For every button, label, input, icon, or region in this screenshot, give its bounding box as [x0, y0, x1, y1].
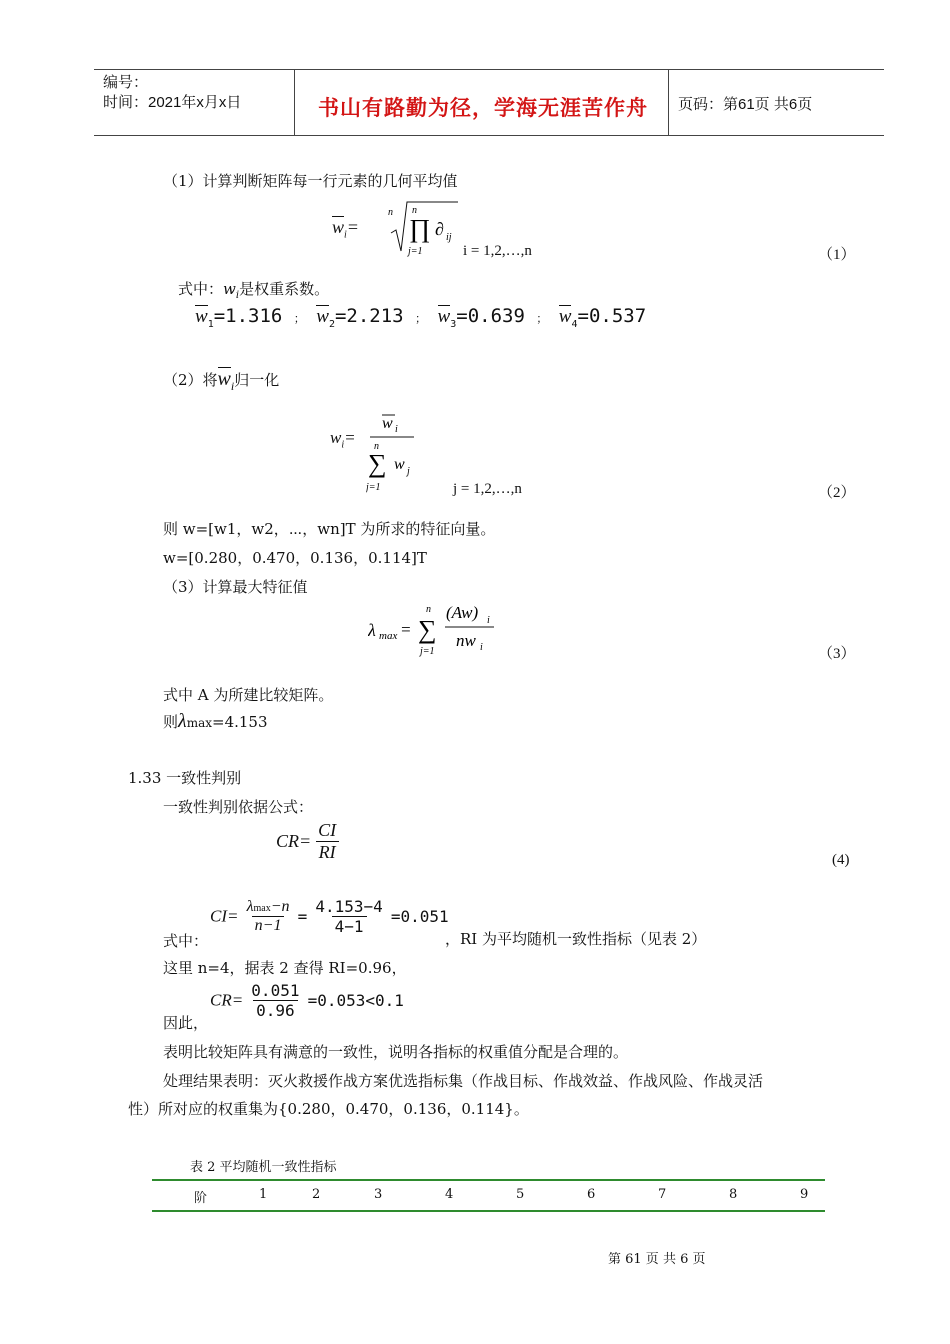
table-header-cell: 6 — [587, 1187, 596, 1202]
step2-title: （2）将$w_i$归一化 — [163, 368, 280, 393]
table-header-cell: 2 — [312, 1187, 321, 1202]
equation-2-number: （2） — [818, 485, 856, 501]
svg-text:(Aw): (Aw) — [446, 603, 479, 622]
svg-text:i: i — [395, 424, 398, 435]
table-header-cell: 8 — [729, 1187, 738, 1202]
header-motto: 书山有路勤为径，学海无涯苦作舟 — [318, 97, 648, 120]
table-header-cell: 7 — [658, 1187, 667, 1202]
equation-3-where: 式中 A 为所建比较矩阵。 — [163, 686, 334, 704]
lambda-max-result: 则λmax=4.153 — [163, 710, 268, 732]
table-header-cell: 3 — [374, 1187, 383, 1202]
w-values-line: $w_1=1.316$ ； $w_2=2.213$ ； $w_3=0.639$ ； $w_4=0.537$ — [195, 305, 647, 330]
equation-2-range: j = 1,2,…,n — [453, 481, 522, 497]
ci-label: 式中： — [163, 932, 209, 950]
cr-label: 因此， — [163, 1014, 209, 1032]
equation-3 — [368, 598, 508, 660]
svg-text:j: j — [407, 466, 410, 477]
svg-text:j=1: j=1 — [366, 482, 381, 493]
equation-2: $w_i=$ w i n ∑ w j j=1 — [330, 410, 440, 500]
ci-formula: CI= $\frac{\lambda\max-n}{n-1}$ = $\frac{4.153-4}{4-1}$ =0.051 — [210, 897, 449, 936]
svg-text:n: n — [426, 604, 431, 615]
svg-text:nw: nw — [456, 631, 476, 650]
svg-text:i: i — [487, 615, 490, 626]
n-value-line: 这里 n=4，据表 2 查得 RI=0.96， — [163, 959, 407, 977]
table-bottom-rule — [152, 1210, 825, 1212]
equation-4: CR= $\frac{CI}{RI}$ — [276, 820, 339, 863]
header-divider-left — [294, 69, 295, 135]
svg-text:j=1: j=1 — [408, 246, 423, 257]
section-title: 1.33 一致性判别 — [128, 769, 242, 787]
svg-text:n: n — [388, 207, 393, 218]
svg-text:∑: ∑ — [368, 449, 387, 478]
conclusion-2-line-2: 性）所对应的权重集为{0.280，0.470，0.136，0.114}。 — [128, 1100, 529, 1118]
svg-text:λ: λ — [368, 620, 376, 640]
svg-text:=: = — [400, 620, 412, 639]
svg-text:n: n — [412, 205, 417, 216]
equation-4-number: (4) — [832, 852, 850, 868]
step3-title: （3）计算最大特征值 — [163, 578, 308, 596]
conclusion-2-line-1: 处理结果表明：灭火救援作战方案优选指标集（作战目标、作战效益、作战风险、作战灵活 — [163, 1072, 764, 1090]
eigenvector-line: 则 w=[w1，w2，⋯，wn]T 为所求的特征向量。 — [163, 520, 496, 538]
table-header-cell: 1 — [259, 1187, 268, 1202]
svg-text:∂: ∂ — [435, 219, 444, 239]
svg-text:w: w — [394, 456, 405, 473]
step1-title: （1）计算判断矩阵每一行元素的几何平均值 — [163, 172, 458, 190]
equation-1-range: i = 1,2,…,n — [463, 243, 532, 259]
equation-1: $w_i=$ n n ∏ j=1 ∂ ij — [330, 196, 440, 260]
table-header-cell: 5 — [516, 1187, 525, 1202]
eigenvector-values: w=[0.280，0.470，0.136，0.114]T — [163, 549, 427, 567]
consistency-intro: 一致性判别依据公式： — [163, 798, 314, 816]
ri-table — [152, 1181, 825, 1210]
lambda-max-formula — [368, 598, 508, 660]
svg-text:i: i — [480, 642, 483, 653]
nth-root-symbol — [388, 199, 460, 257]
normalization-fraction — [366, 410, 446, 500]
header-number-label: 编号： — [103, 74, 149, 91]
header-time-label: 时间：2021年x月x日 — [103, 94, 242, 111]
svg-text:∏: ∏ — [409, 214, 431, 243]
header-divider-right — [668, 69, 669, 135]
equation-1-number: （1） — [818, 247, 856, 263]
table-header-cell: 9 — [800, 1187, 809, 1202]
cr-formula: CR= $\frac{0.051}{0.96}$ =0.053<0.1 — [210, 981, 404, 1020]
svg-text:∑: ∑ — [418, 615, 437, 644]
header-bottom-rule — [94, 135, 884, 136]
svg-text:j=1: j=1 — [420, 646, 435, 657]
footer-page-number: 第 61 页 共 6 页 — [608, 1252, 706, 1267]
equation-3-number: （3） — [818, 646, 856, 662]
header-page-label: 页码：第61页 共6页 — [678, 96, 813, 113]
svg-text:w: w — [382, 415, 393, 432]
table-header-cell: 4 — [445, 1187, 454, 1202]
ci-description: ，RI 为平均随机一致性指标（见表 2） — [445, 930, 707, 948]
conclusion-1: 表明比较矩阵具有满意的一致性，说明各指标的权重值分配是合理的。 — [163, 1043, 629, 1061]
table-header-cell: 阶 — [194, 1191, 208, 1206]
svg-text:ij: ij — [446, 232, 452, 243]
table-caption: 表 2 平均随机一致性指标 — [190, 1160, 337, 1175]
header-top-rule — [94, 69, 884, 70]
equation-1-where: 式中：$w_i$是权重系数。 — [178, 280, 330, 301]
svg-text:max: max — [379, 630, 398, 642]
svg-text:n: n — [374, 441, 379, 452]
